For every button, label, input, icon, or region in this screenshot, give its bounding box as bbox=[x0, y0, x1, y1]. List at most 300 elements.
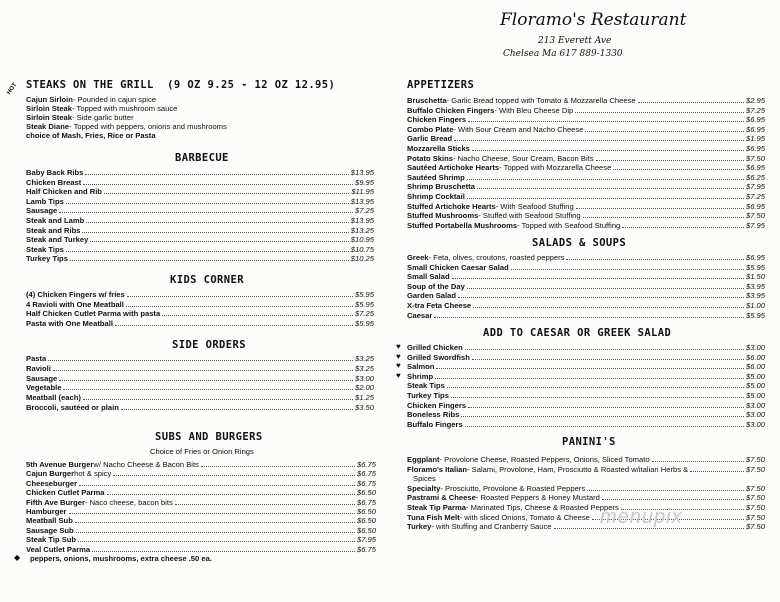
item-price: $3.00 bbox=[745, 410, 765, 420]
item-price: $6.50 bbox=[356, 525, 376, 535]
item-price: $7.50 bbox=[745, 483, 765, 493]
menu-item bbox=[407, 163, 765, 172]
leader-dots bbox=[576, 208, 744, 209]
leader-dots bbox=[59, 380, 353, 381]
item-name: Floramo's Italian bbox=[407, 464, 468, 474]
menu-item bbox=[26, 216, 374, 225]
item-description: w/ Nacho Cheese & Bacon Bits bbox=[93, 460, 199, 469]
item-price: $3.50 bbox=[354, 403, 374, 412]
item-name: Sausage bbox=[26, 206, 58, 216]
item-name: Stuffed Artichoke Hearts bbox=[407, 201, 496, 211]
menu-item bbox=[26, 187, 374, 196]
item-description: - with sliced Onions, Tomato & Cheese bbox=[459, 512, 590, 522]
menu-item bbox=[407, 362, 765, 371]
leader-dots bbox=[83, 399, 353, 400]
item-price: $13.25 bbox=[350, 225, 374, 235]
leader-dots bbox=[575, 112, 744, 113]
item-price: $5.00 bbox=[745, 371, 765, 381]
item-price: $6.25 bbox=[745, 172, 765, 182]
menu-item bbox=[26, 403, 374, 412]
item-name: Chicken Cutlet Parma bbox=[26, 488, 105, 498]
item-price: $1.50 bbox=[745, 272, 765, 282]
item-price: $6.75 bbox=[356, 478, 376, 488]
menu-item bbox=[26, 300, 374, 309]
item-price: $7.25 bbox=[745, 105, 765, 115]
subs-subtitle: Choice of Fries or Onion Rings bbox=[150, 447, 254, 456]
menu-item bbox=[26, 516, 376, 525]
menu-item bbox=[26, 226, 374, 235]
item-price: $5.95 bbox=[745, 262, 765, 272]
menu-item bbox=[26, 122, 356, 131]
item-price: $3.25 bbox=[354, 363, 374, 373]
item-name: Bruschetta bbox=[407, 96, 447, 105]
menu-item bbox=[26, 364, 374, 373]
leader-dots bbox=[447, 387, 744, 388]
item-name: Shrimp Cocktail bbox=[407, 192, 465, 201]
leader-dots bbox=[467, 179, 744, 180]
menu-item bbox=[26, 95, 356, 104]
leader-dots bbox=[53, 370, 353, 371]
item-name: Small Salad bbox=[407, 272, 450, 282]
leader-dots bbox=[175, 504, 355, 505]
menu-item bbox=[26, 479, 376, 488]
item-description: - With Sour Cream and Nacho Cheese bbox=[453, 124, 584, 134]
menu-item bbox=[407, 484, 765, 493]
item-name: Eggplant bbox=[407, 455, 440, 464]
item-name: X-tra Feta Cheese bbox=[407, 301, 472, 310]
item-name: Steak Tip Parma bbox=[407, 503, 466, 512]
item-price: $7.50 bbox=[745, 522, 765, 532]
heart-icon: ♥ bbox=[396, 370, 401, 380]
item-name: Sautéed Artichoke Hearts bbox=[407, 163, 500, 173]
item-name: Stuffed Portabella Mushrooms bbox=[407, 220, 518, 230]
leader-dots bbox=[690, 471, 744, 472]
item-name: Turkey bbox=[407, 522, 432, 532]
item-name: Grilled Chicken bbox=[407, 343, 463, 352]
item-name: Sausage Sub bbox=[26, 525, 74, 535]
item-description: - With Bleu Cheese Dip bbox=[494, 105, 574, 115]
leader-dots bbox=[468, 121, 744, 122]
item-name: Broccoli, sautéed or plain bbox=[26, 403, 119, 412]
leader-dots bbox=[63, 389, 353, 390]
item-price: $3.95 bbox=[745, 291, 765, 301]
item-description: - Provolone Cheese, Roasted Peppers, Onions, Sliced Tomato bbox=[439, 455, 650, 464]
item-name: Buffalo Fingers bbox=[407, 419, 463, 429]
leader-dots bbox=[435, 378, 744, 379]
menu-item bbox=[26, 535, 376, 544]
restaurant-city-phone: Chelsea Ma 617 889-1330 bbox=[503, 49, 623, 59]
item-price: $7.50 bbox=[745, 153, 765, 163]
item-name: Vegetable bbox=[26, 383, 62, 393]
item-description: - Feta, olives, croutons, roasted peppers bbox=[428, 253, 565, 262]
menu-item bbox=[407, 353, 765, 362]
leader-dots bbox=[82, 232, 348, 233]
item-price: $6.75 bbox=[356, 460, 376, 469]
item-price: $5.95 bbox=[354, 299, 374, 309]
item-name: Fifth Ave Burger bbox=[26, 497, 85, 507]
menu-item bbox=[407, 291, 765, 300]
leader-dots bbox=[126, 306, 353, 307]
item-name: Steak Diane bbox=[26, 122, 70, 131]
menu-item bbox=[26, 245, 374, 254]
leader-dots bbox=[622, 227, 744, 228]
menu-item bbox=[26, 254, 374, 263]
item-description: - Prosciutto, Provolone & Roasted Peppers bbox=[440, 483, 586, 493]
item-name: Chicken Fingers bbox=[407, 115, 467, 125]
leader-dots bbox=[461, 416, 744, 417]
leader-dots bbox=[602, 499, 744, 500]
item-price: $7.95 bbox=[745, 182, 765, 192]
item-description: - Garlic Bread topped with Tomato & Mozzarella Cheese bbox=[446, 96, 636, 105]
menu-item bbox=[407, 154, 765, 163]
menu-item bbox=[407, 381, 765, 390]
item-name: 4 Ravioli with One Meatball bbox=[26, 299, 124, 309]
item-price: $6.95 bbox=[745, 201, 765, 211]
item-price: $3.00 bbox=[354, 373, 374, 383]
item-name: Caesar bbox=[407, 310, 433, 320]
item-name: Boneless Ribs bbox=[407, 410, 460, 420]
menu-item bbox=[26, 178, 374, 187]
item-name: Stuffed Mushrooms bbox=[407, 211, 479, 221]
menu-item bbox=[407, 134, 765, 143]
item-description: - Salami, Provolone, Ham, Prosciutto & Roasted w/italian Herbs & bbox=[467, 464, 689, 474]
leader-dots bbox=[121, 409, 353, 410]
paninis-title: PANINI'S bbox=[562, 436, 616, 448]
item-price: $5.00 bbox=[745, 381, 765, 391]
leader-dots bbox=[201, 466, 355, 467]
item-price: $3.00 bbox=[745, 343, 765, 352]
item-name: Garlic Bread bbox=[407, 134, 453, 144]
item-name: Sausage bbox=[26, 373, 58, 383]
leader-dots bbox=[583, 217, 744, 218]
menu-item bbox=[407, 503, 765, 512]
menu-item bbox=[407, 221, 765, 230]
item-price: $6.95 bbox=[745, 124, 765, 134]
leader-dots bbox=[454, 140, 744, 141]
menu-item bbox=[26, 545, 376, 554]
item-name: Cajun Burger bbox=[26, 469, 75, 479]
item-name: Steak Tip Sub bbox=[26, 535, 77, 545]
item-price: $7.95 bbox=[745, 220, 765, 230]
item-price: $6.00 bbox=[745, 352, 765, 362]
item-name: Shrimp bbox=[407, 371, 434, 381]
item-description: - Pounded in cajun spice bbox=[72, 95, 157, 104]
leader-dots bbox=[48, 360, 353, 361]
item-description: - Naco cheese, bacon bits bbox=[84, 497, 173, 507]
item-price: $7.95 bbox=[356, 535, 376, 545]
menu-item bbox=[407, 192, 765, 201]
menu-item bbox=[407, 391, 765, 400]
item-name: Sautéed Shrimp bbox=[407, 172, 465, 182]
item-name: Sirloin Steak bbox=[26, 113, 73, 122]
menu-item bbox=[407, 173, 765, 182]
menu-item bbox=[26, 469, 376, 478]
item-name: Pasta with One Meatball bbox=[26, 318, 113, 328]
item-name: (4) Chicken Fingers w/ fries bbox=[26, 290, 125, 299]
item-name: Combo Plate bbox=[407, 124, 454, 134]
leader-dots bbox=[473, 307, 744, 308]
leader-dots bbox=[511, 269, 744, 270]
item-price: $5.95 bbox=[354, 290, 374, 299]
appetizers-title: APPETIZERS bbox=[407, 79, 475, 91]
leader-dots bbox=[75, 522, 355, 523]
item-price: $7.50 bbox=[745, 493, 765, 503]
item-name: Specialty bbox=[407, 483, 441, 493]
menu-item bbox=[26, 290, 374, 299]
item-name: Pastrami & Cheese bbox=[407, 493, 476, 503]
subs-extras: peppers, onions, mushrooms, extra cheese .50 ea. bbox=[30, 554, 212, 563]
item-price: $5.95 bbox=[745, 310, 765, 320]
leader-dots bbox=[436, 368, 744, 369]
menu-item bbox=[407, 455, 765, 464]
leader-dots bbox=[86, 222, 349, 223]
item-description: - Stuffed with Seafood Stuffing bbox=[478, 211, 581, 221]
leader-dots bbox=[467, 198, 744, 199]
item-price: $6.95 bbox=[745, 163, 765, 173]
item-name: Baby Back Ribs bbox=[26, 168, 84, 177]
watermark: menupix bbox=[600, 506, 683, 528]
item-name: Garden Salad bbox=[407, 291, 456, 301]
menu-item bbox=[26, 507, 376, 516]
item-price: $5.95 bbox=[354, 318, 374, 328]
item-name: 5th Avenue Burger bbox=[26, 460, 94, 469]
leader-dots bbox=[85, 174, 348, 175]
menu-item bbox=[407, 272, 765, 281]
item-name: Grilled Swordfish bbox=[407, 352, 470, 362]
leader-dots bbox=[76, 532, 355, 533]
item-description: hot & spicy bbox=[74, 469, 112, 479]
leader-dots bbox=[477, 188, 744, 189]
item-price: $13.95 bbox=[350, 196, 374, 206]
item-name: Steak and Lamb bbox=[26, 216, 85, 225]
menu-item bbox=[407, 115, 765, 124]
item-price: $6.95 bbox=[745, 144, 765, 153]
item-name: Small Chicken Caesar Salad bbox=[407, 262, 509, 272]
heart-icon: ♥ bbox=[396, 361, 401, 371]
barbecue-title: BARBECUE bbox=[175, 152, 229, 164]
item-price: $6.75 bbox=[356, 469, 376, 479]
item-price: $7.25 bbox=[745, 192, 765, 201]
item-name: Cajun Sirloin bbox=[26, 95, 73, 104]
menu-item bbox=[407, 410, 765, 419]
item-name: Buffalo Chicken Fingers bbox=[407, 105, 495, 115]
item-price: $3.00 bbox=[745, 419, 765, 429]
leader-dots bbox=[59, 212, 353, 213]
item-price: $6.75 bbox=[356, 544, 376, 554]
item-price: $6.75 bbox=[356, 497, 376, 507]
leader-dots bbox=[107, 494, 355, 495]
menu-item bbox=[407, 311, 765, 320]
sides-title: SIDE ORDERS bbox=[172, 339, 246, 351]
leader-dots bbox=[92, 551, 355, 552]
menu-item bbox=[26, 488, 376, 497]
leader-dots bbox=[83, 184, 353, 185]
menu-item bbox=[26, 526, 376, 535]
menu-item bbox=[26, 104, 356, 113]
item-price: $10.25 bbox=[350, 254, 374, 264]
menu-item bbox=[407, 465, 765, 474]
leader-dots bbox=[113, 475, 355, 476]
item-price: $7.25 bbox=[354, 309, 374, 319]
item-price: $1.95 bbox=[745, 134, 765, 144]
menu-item bbox=[407, 182, 765, 191]
item-price: $5.00 bbox=[745, 391, 765, 400]
menu-item bbox=[26, 460, 376, 469]
menu-item bbox=[407, 343, 765, 352]
menu-item bbox=[407, 420, 765, 429]
item-name: Tuna Fish Melt bbox=[407, 512, 460, 522]
leader-dots bbox=[472, 359, 744, 360]
steaks-title-text: STEAKS ON THE GRILL bbox=[26, 79, 154, 91]
item-price: $1.25 bbox=[354, 393, 374, 403]
item-name: Meatball Sub bbox=[26, 516, 73, 526]
steaks-note: choice of Mash, Fries, Rice or Pasta bbox=[26, 131, 156, 140]
item-description: - With Seafood Stuffing bbox=[495, 201, 574, 211]
item-description: - Roasted Peppers & Honey Mustard bbox=[475, 493, 600, 503]
kids-title: KIDS CORNER bbox=[170, 274, 244, 286]
menu-item bbox=[26, 393, 374, 402]
item-description: - Topped with peppers, onions and mushrooms bbox=[69, 122, 227, 131]
item-name: Turkey Tips bbox=[407, 391, 449, 400]
item-name: Steak Tips bbox=[407, 381, 445, 391]
item-name: Cheeseburger bbox=[26, 478, 78, 488]
item-description: - Side garlic butter bbox=[72, 113, 134, 122]
leader-dots bbox=[115, 325, 353, 326]
leader-dots bbox=[472, 150, 744, 151]
item-name: Salmon bbox=[407, 362, 435, 372]
item-price: $7.50 bbox=[745, 512, 765, 522]
item-name: Shrimp Bruschetta bbox=[407, 182, 475, 192]
menu-item bbox=[26, 235, 374, 244]
leader-dots bbox=[465, 426, 744, 427]
item-description: - with Stuffing and Cranberry Sauce bbox=[431, 522, 552, 532]
leader-dots bbox=[162, 315, 353, 316]
menu-item bbox=[26, 206, 374, 215]
menu-item bbox=[407, 96, 765, 105]
item-price: $7.50 bbox=[745, 455, 765, 464]
leader-dots bbox=[66, 251, 349, 252]
leader-dots bbox=[78, 541, 355, 542]
leader-dots bbox=[596, 160, 744, 161]
item-price: $2.95 bbox=[745, 96, 765, 105]
item-description: - Nacho Cheese, Sour Cream, Bacon Bits bbox=[453, 153, 594, 163]
leader-dots bbox=[465, 349, 744, 350]
steaks-prices: (9 OZ 9.25 - 12 OZ 12.95) bbox=[167, 79, 336, 91]
item-description: - Topped with Seafood Stuffing bbox=[517, 220, 621, 230]
leader-dots bbox=[70, 260, 349, 261]
menu-item bbox=[407, 211, 765, 220]
item-price: $3.25 bbox=[354, 354, 374, 363]
leader-dots bbox=[587, 490, 744, 491]
menu-item bbox=[407, 125, 765, 134]
menu-item bbox=[407, 372, 765, 381]
menu-item bbox=[26, 309, 374, 318]
item-price: $7.50 bbox=[745, 211, 765, 221]
item-price: $3.00 bbox=[745, 400, 765, 410]
item-name: Hamburger bbox=[26, 507, 67, 516]
leader-dots bbox=[638, 102, 744, 103]
leader-dots bbox=[79, 485, 355, 486]
restaurant-name: Floramo's Restaurant bbox=[500, 10, 687, 30]
item-price: $13.95 bbox=[350, 168, 374, 177]
item-name: Chicken Fingers bbox=[407, 400, 467, 410]
item-name: Veal Cutlet Parma bbox=[26, 544, 91, 554]
item-name: Steak Tips bbox=[26, 244, 64, 254]
leader-dots bbox=[127, 296, 353, 297]
leader-dots bbox=[652, 461, 744, 462]
leader-dots bbox=[452, 278, 744, 279]
menu-item bbox=[26, 168, 374, 177]
restaurant-street: 213 Everett Ave bbox=[538, 36, 612, 46]
item-price: $11.95 bbox=[351, 187, 374, 197]
item-description: - Topped with Mozzarella Cheese bbox=[499, 163, 612, 173]
menu-item bbox=[26, 354, 374, 363]
item-price: $7.25 bbox=[354, 206, 374, 216]
item-name: Chicken Breast bbox=[26, 177, 82, 187]
menu-item bbox=[26, 383, 374, 392]
item-price: $6.00 bbox=[745, 362, 765, 372]
item-name: Soup of the Day bbox=[407, 281, 465, 291]
item-name: Half Chicken Cutlet Parma with pasta bbox=[26, 309, 161, 319]
menu-item bbox=[407, 202, 765, 211]
item-name: Potato Skins bbox=[407, 153, 453, 163]
menu-item bbox=[26, 197, 374, 206]
leader-dots bbox=[90, 241, 348, 242]
hot-label: HOT bbox=[6, 82, 19, 96]
item-description: - Topped with mushroom sauce bbox=[72, 104, 178, 113]
heart-icon: ♥ bbox=[396, 351, 401, 361]
item-name: Mozzarella Sticks bbox=[407, 144, 470, 153]
leader-dots bbox=[66, 203, 349, 204]
item-name: Sirloin Steak bbox=[26, 104, 73, 113]
item-price: $7.50 bbox=[745, 503, 765, 512]
leader-dots bbox=[458, 297, 744, 298]
addons-title: ADD TO CAESAR OR GREEK SALAD bbox=[483, 327, 672, 339]
leader-dots bbox=[468, 407, 744, 408]
menu-item bbox=[407, 253, 765, 262]
menu-item bbox=[407, 513, 765, 522]
leader-dots bbox=[69, 513, 355, 514]
item-price: $1.00 bbox=[745, 301, 765, 310]
diamond-icon: ◆ bbox=[14, 553, 21, 562]
item-name: Pasta bbox=[26, 354, 47, 363]
item-name: Steak and Turkey bbox=[26, 235, 89, 245]
leader-dots bbox=[451, 397, 744, 398]
steaks-title bbox=[26, 79, 335, 91]
item-name: Ravioli bbox=[26, 363, 51, 373]
menu-item bbox=[26, 319, 374, 328]
item-name: Lamb Tips bbox=[26, 196, 64, 206]
leader-dots bbox=[585, 131, 744, 132]
item-price: $6.50 bbox=[356, 488, 376, 498]
menu-item bbox=[407, 493, 765, 502]
item-price: $3.95 bbox=[745, 281, 765, 291]
subs-title: SUBS AND BURGERS bbox=[155, 431, 263, 443]
item-price: $6.95 bbox=[745, 115, 765, 125]
item-name: Meatball (each) bbox=[26, 393, 81, 403]
menu-item bbox=[407, 522, 765, 531]
item-price: $9.95 bbox=[354, 177, 374, 187]
item-name: Greek bbox=[407, 253, 429, 262]
menu-item bbox=[26, 113, 356, 122]
leader-dots bbox=[434, 317, 744, 318]
item-name: Steak and Ribs bbox=[26, 225, 81, 235]
leader-dots bbox=[613, 169, 744, 170]
menu-item bbox=[407, 401, 765, 410]
menu-item bbox=[407, 474, 771, 483]
item-name: Half Chicken and Rib bbox=[26, 187, 102, 197]
heart-icon: ♥ bbox=[396, 342, 401, 351]
